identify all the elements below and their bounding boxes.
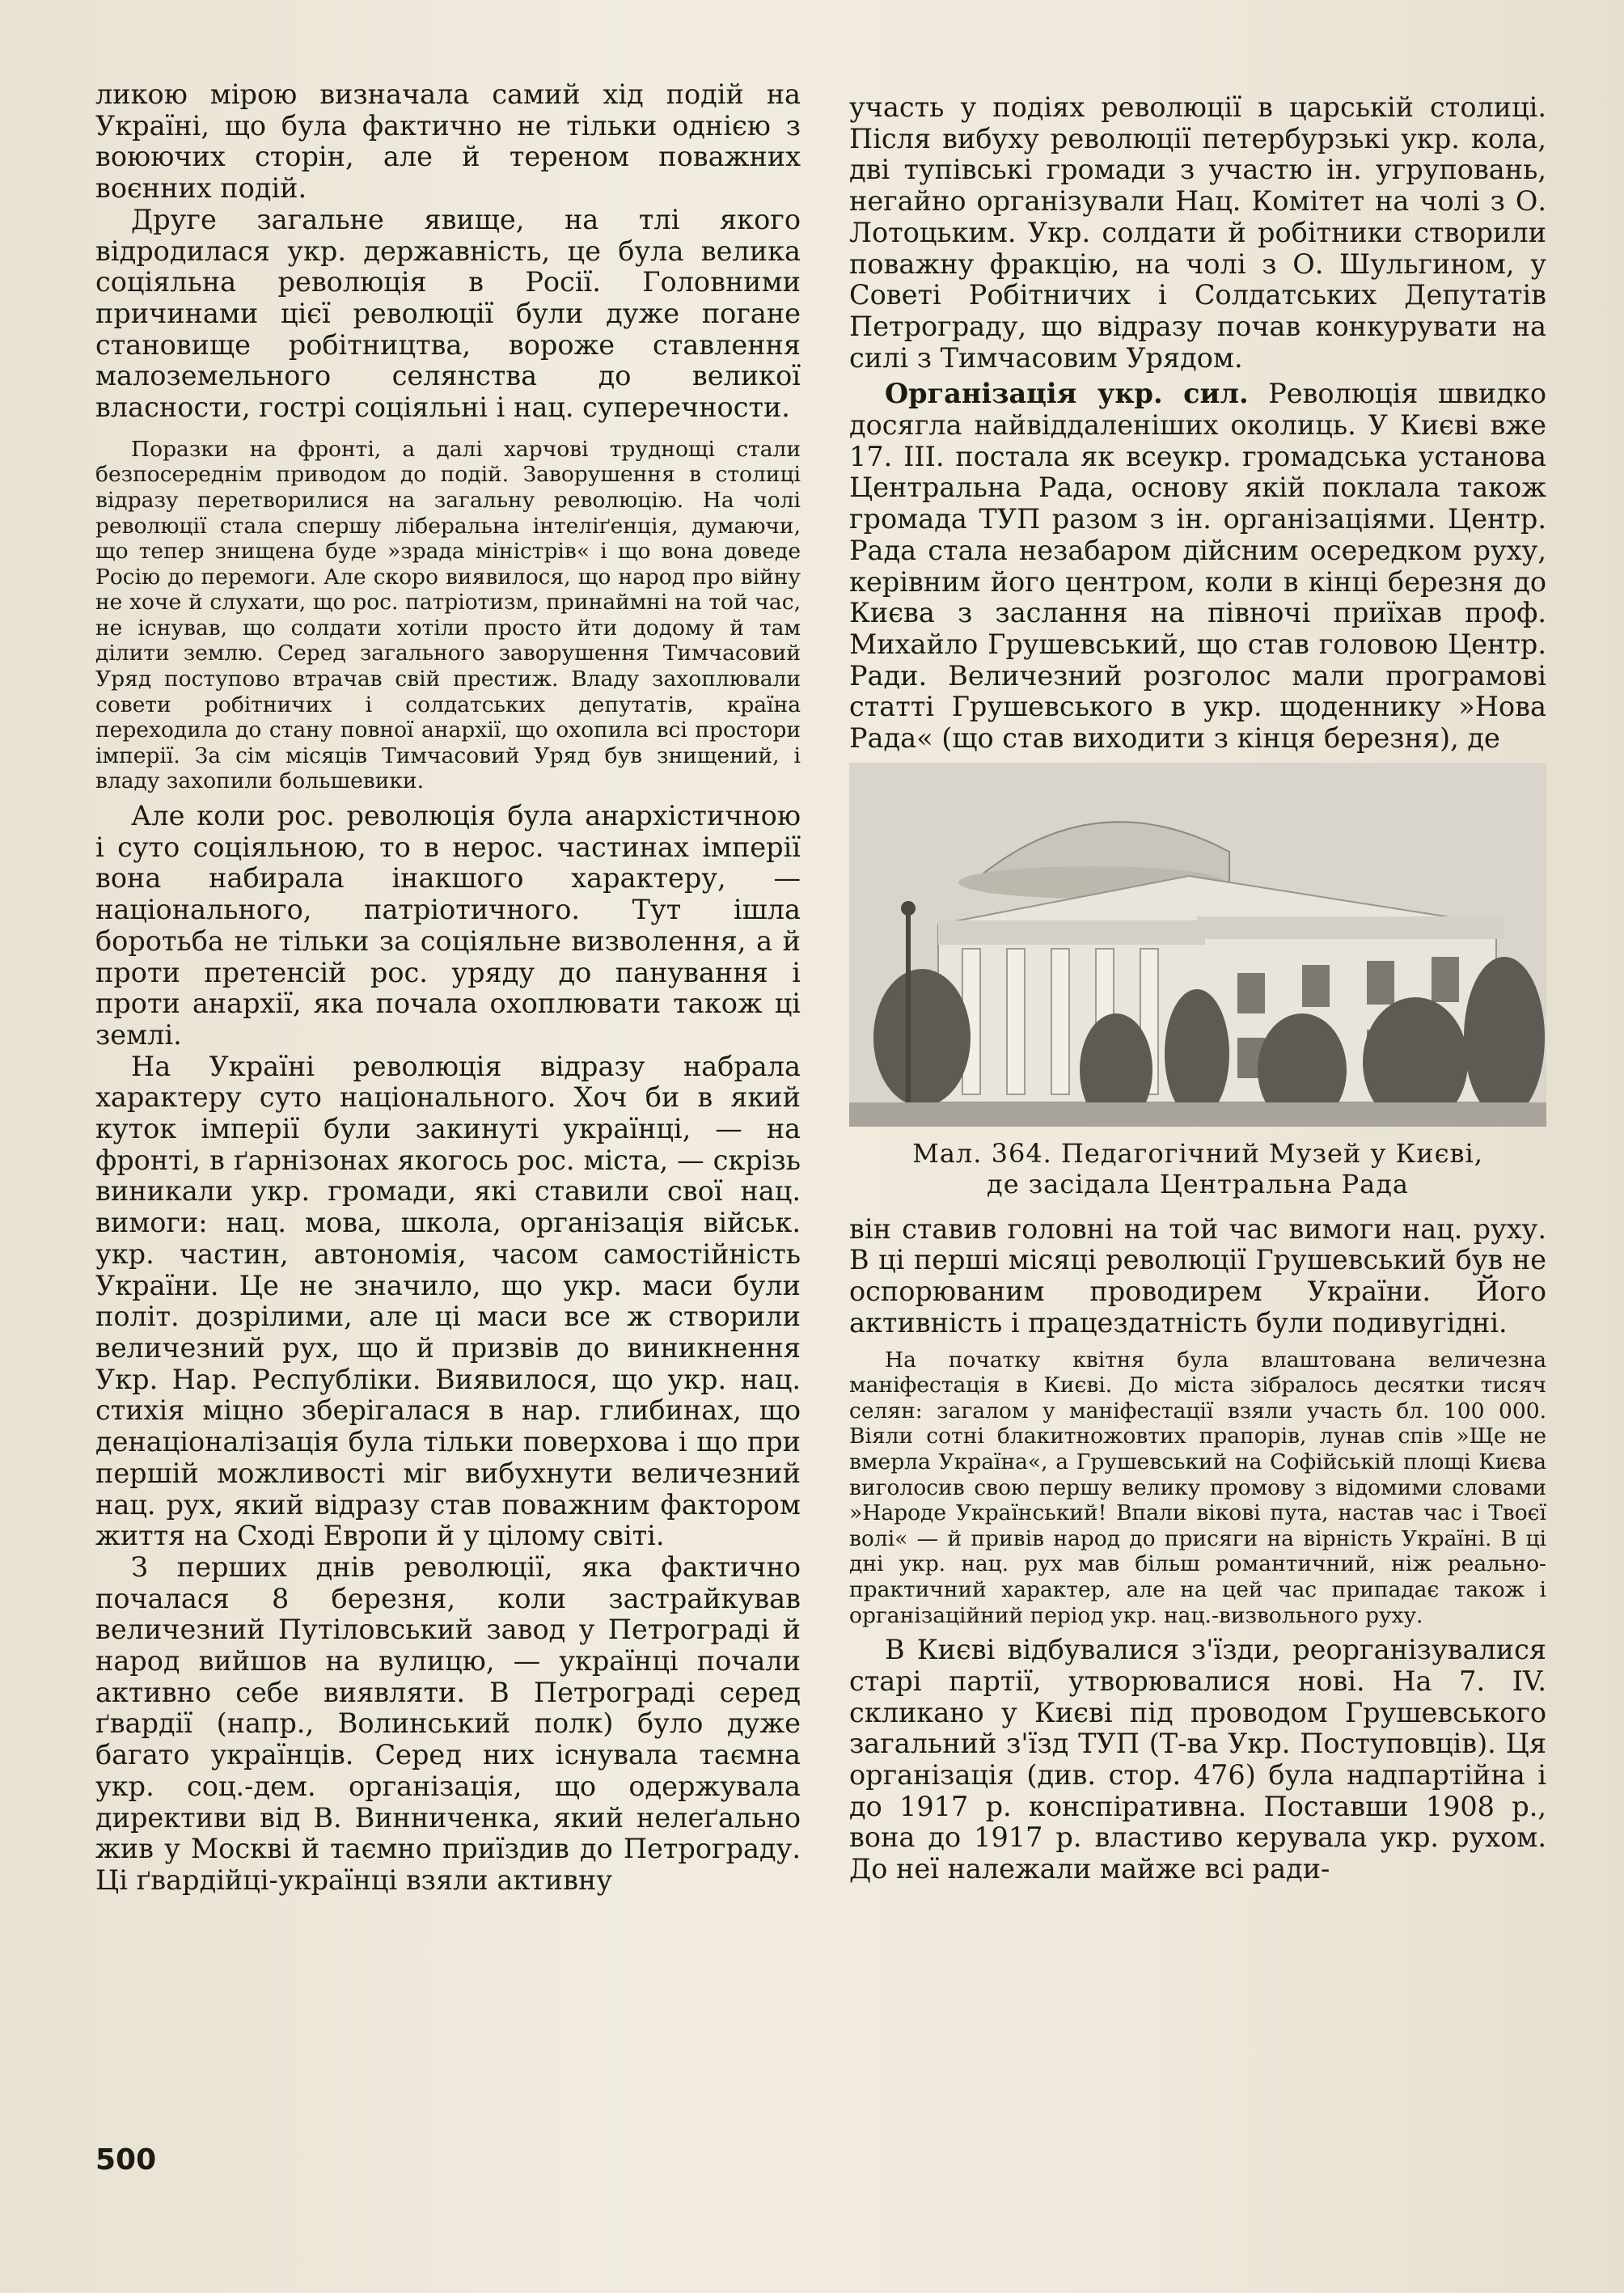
paragraph: Друге загальне явище, на тлі якого відродилася укр. державність, це була велика соціяльна революція в Росії. Головними причинами цієї революції були дуже погане становище робітництва, вороже ставлення малоземельного селянства до великої власности, гострі соціяльні і нац. суперечности. [95,203,801,424]
caption-line: Мал. 364. Педагогічний Музей у Києві, [912,1137,1483,1169]
paragraph: він ставив головні на той час вимоги нац. руху. В ці перші місяці революції Грушевський був не оспорюваним проводирем України. Його активність і працездатність були подивугідні. [849,1212,1546,1339]
paragraph: В Києві відбувалися з'їзди, реорганізувалися старі партії, утворювалися нові. На 7. IV. скликано у Києві під проводом Грушевського загальний з'їзд ТУП (Т-ва Укр. Поступовців). Ця організація (див. стор. 476) була надпартійна і до 1917 р. конспіративна. Поставши 1908 р., вона до 1917 р. властиво керувала укр. рухом. До неї належали майже всі ради- [849,1634,1546,1885]
paragraph: участь у подіях революції в царській столиці. Після вибуху революції петербурзькі укр. кола, дві тупівські громади з участю ін. угруповань, негайно організували Нац. Комітет на чолі з О. Лотоцьким. Укр. солдати й робітники створили поважну фракцію, на чолі з О. Шульгином, у Советі Робітничих і Солдатських Депутатів Петрограду, що відразу почав конкурувати на силі з Тимчасовим Урядом. [849,91,1546,374]
figure-photo-pedagogical-museum [849,763,1546,1127]
section-heading: Організація укр. сил. [885,378,1249,410]
small-print-paragraph: Поразки на фронті, а далі харчові труднощі стали безпосереднім приводом до подій. Заворушення в столиці відразу перетворилися на загальну революцію. На чолі революції стала спершу ліберальна інтеліґенція, думаючи, що тепер знищена буде »зрада міністрів« і що вона доведе Росію до перемоги. Але скоро виявилося, що народ про війну не хоче й слухати, що рос. патріотизм, принаймні на той час, не існував, що солдати хотіли просто йти додому й там ділити землю. Серед загального заворушення Тимчасовий Уряд поступово втрачав свій престиж. Владу захоплювали совети робітничих і солдатських депутатів, країна переходила до стану повної анархії, що охопила всі простори імперії. За сім місяців Тимчасовий Уряд був знищений, і владу захопили большевики. [95,436,801,794]
paragraph: ликою мірою визначала самий хід подій на Україні, що була фактично не тільки однією з воюючих сторін, але й тереном поважних воєнних подій. [95,78,801,205]
small-print-paragraph: На початку квітня була влаштована величезна маніфестація в Києві. До міста зібралось десятки тисяч селян: загалом у маніфестації взяли участь бл. 100 000. Віяли сотні блакитножовтих прапорів, лунав спів »Ще не вмерла Україна«, а Грушевський на Софійській площі Києва виголосив свою першу велику промову з відомими словами »Народе Український! Впали вікові пута, настав час і Твоєї волі« — й привів народ до присяги на вірність Україні. В ці дні укр. нац. рух мав більш романтичний, ніж реально-практичний характер, але на цей час припадає також і організаційний період укр. нац.-визвольного руху. [849,1347,1546,1628]
page-number: 500 [95,2143,157,2177]
left-column [95,79,801,1897]
paragraph: Але коли рос. революція була анархістичною і суто соціяльною, то в нерос. частинах імперії вона набирала інакшого характеру, — національного, патріотичного. Тут ішла боротьба не тільки за соціяльне визволення, а й проти претенсій рос. уряду до панування і проти анархії, яка почала охоплювати також ці землі. [95,800,801,1051]
building-photo [849,763,1546,1127]
section-paragraph [849,379,1546,754]
section-text: Революція швидко досягла найвіддаленіших околиць. У Києві вже 17. III. постала як всеукр. громадська установа Центральна Рада, основу якій поклала також громада ТУП разом з ін. організаціями. Центр. Рада стала незабаром дійсним осередком руху, керівним його центром, коли в кінці березня до Києва з заслання на півночі приїхав проф. Михайло Грушевський, що став головою Центр. Ради. Величезний розголос мали програмові статті Грушевського в укр. щоденнику »Нова Рада« (що став виходити з кінця березня), де [849,378,1546,755]
figure-caption [849,1138,1546,1199]
right-column [849,92,1546,1885]
paragraph: На Україні революція відразу набрала характеру суто національного. Хоч би в який куток імперії були закинуті українці, — на фронті, в ґарнізонах якогось рос. міста, — скрізь виникали укр. громади, які ставили свої нац. вимоги: нац. мова, школа, організація військ. укр. частин, автономія, часом самостійність України. Це не значило, що укр. маси були політ. дозрілими, але ці маси все ж створили величезний рух, що й призвів до виникнення Укр. Нар. Республіки. Виявилося, що укр. нац. стихія міцно зберігалася в нар. глибинах, що денаціоналізація була тільки поверхова і що при першій можливості міг вибухнути величезний нац. рух, який відразу став поважним фактором життя на Сході Европи й у цілому світі. [95,1050,801,1552]
caption-line: де засідала Центральна Рада [986,1168,1409,1199]
paragraph: З перших днів революції, яка фактично почалася 8 березня, коли застрайкував величезний Путілoвський завод у Петрограді й народ вийшов на вулицю, — українці почали активно себе виявляти. В Петрограді серед ґвардії (напр., Волинський полк) було дуже багато українців. Серед них існувала таємна укр. соц.-дем. організація, що одержувала директиви від В. Винниченка, який нелеґально жив у Москві й таємно приїздив до Петрограду. Ці ґвардійці-українці взяли активну [95,1551,801,1896]
